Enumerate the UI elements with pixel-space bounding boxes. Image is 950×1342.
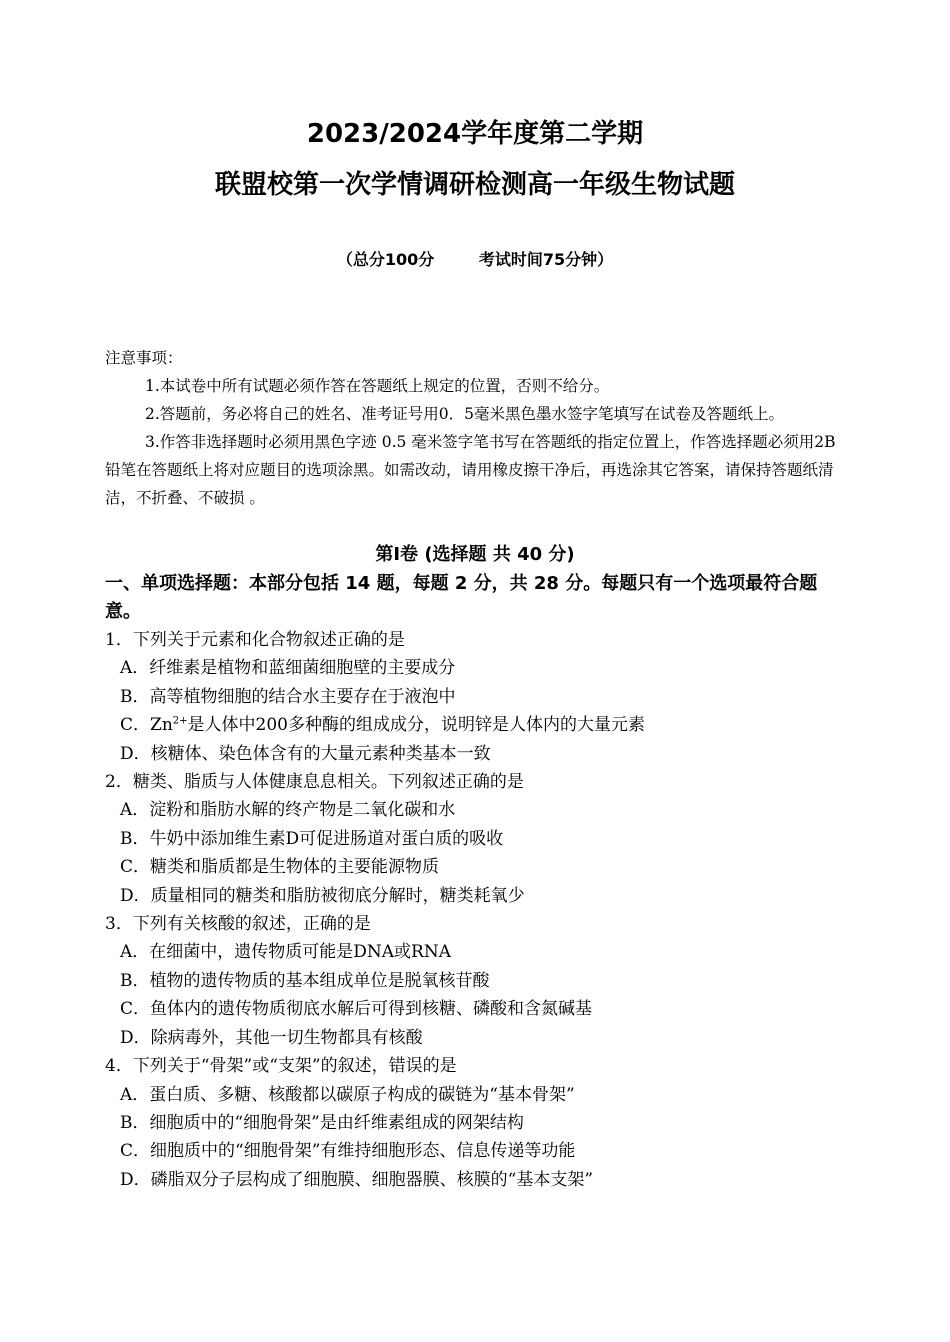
option-a: A．纤维素是植物和蓝细菌细胞壁的主要成分 [120,658,456,679]
option-a: A．在细菌中，遗传物质可能是DNA或RNA [120,942,452,963]
question-3 [105,910,850,1052]
option-c [105,711,850,739]
notes-heading: 注意事项： [105,349,183,367]
exam-title-term: 2023/2024学年度第二学期 [306,119,644,149]
notes-section [105,344,845,512]
part-description: 一、单项选择题：本部分包括 14 题，每题 2 分，共 28 分。每题只有一个选项最符合题意。 [105,573,818,622]
question-2 [105,768,850,910]
option-c: C．糖类和脂质都是生物体的主要能源物质 [120,857,440,878]
option-b: B．牛奶中添加维生素D可促进肠道对蛋白质的吸收 [120,828,504,849]
question-list [105,626,850,1194]
question-stem: 2．糖类、脂质与人体健康息息相关。下列叙述正确的是 [105,772,524,793]
option-d: D．核糖体、染色体含有的大量元素种类基本一致 [120,743,491,764]
option-a: A．淀粉和脂肪水解的终产物是二氧化碳和水 [120,800,456,821]
note-item-3: 3.作答非选择题时必须用黑色字迹 0.5 毫米签字笔书写在答题纸的指定位置上，作答选择题必须用2B铅笔在答题纸上将对应题目的选项涂黑。如需改动，请用橡皮擦干净后，再选涂其它答案，请保持答题纸清洁，不折叠、不破损 。 [105,433,836,507]
ion-charge: 2+ [172,715,188,727]
question-1 [105,626,850,768]
question-stem: 3．下列有关核酸的叙述，正确的是 [105,914,371,935]
option-d: D．质量相同的糖类和脂肪被彻底分解时，糖类耗氧少 [120,885,525,906]
option-d: D．除病毒外，其他一切生物都具有核酸 [120,1027,423,1048]
option-b: B．细胞质中的“细胞骨架”是由纤维素组成的网架结构 [120,1112,524,1133]
question-stem: 4．下列关于“骨架”或“支架”的叙述，错误的是 [105,1056,457,1077]
option-c-text: 是人体中200多种酶的组成成分，说明锌是人体内的大量元素 [187,715,645,736]
note-item-2: 2.答题前，务必将自己的姓名、准考证号用0．5毫米黑色墨水签字笔填写在试卷及答题纸上。 [145,405,785,423]
note-item-1: 1.本试卷中所有试题必须作答在答题纸上规定的位置，否则不给分。 [145,377,610,395]
exam-score-time: （总分100分 考试时间75分钟） [336,250,614,269]
option-c-prefix: C．Zn [120,715,173,736]
option-a: A．蛋白质、多糖、核酸都以碳原子构成的碳链为“基本骨架” [120,1084,575,1105]
exam-title-main: 联盟校第一次学情调研检测高一年级生物试题 [214,170,735,200]
option-c: C．细胞质中的“细胞骨架”有维持细胞形态、信息传递等功能 [120,1141,576,1162]
option-d: D．磷脂双分子层构成了细胞膜、细胞器膜、核膜的“基本支架” [120,1169,594,1190]
question-stem: 1．下列关于元素和化合物叙述正确的是 [105,630,405,650]
question-4 [105,1052,850,1194]
option-b: B．植物的遗传物质的基本组成单位是脱氧核苷酸 [120,970,490,991]
section-title: 第Ⅰ卷 (选择题 共 40 分) [375,544,575,565]
option-b: B．高等植物细胞的结合水主要存在于液泡中 [120,686,456,707]
option-c: C．鱼体内的遗传物质彻底水解后可得到核糖、磷酸和含氮碱基 [120,999,593,1020]
